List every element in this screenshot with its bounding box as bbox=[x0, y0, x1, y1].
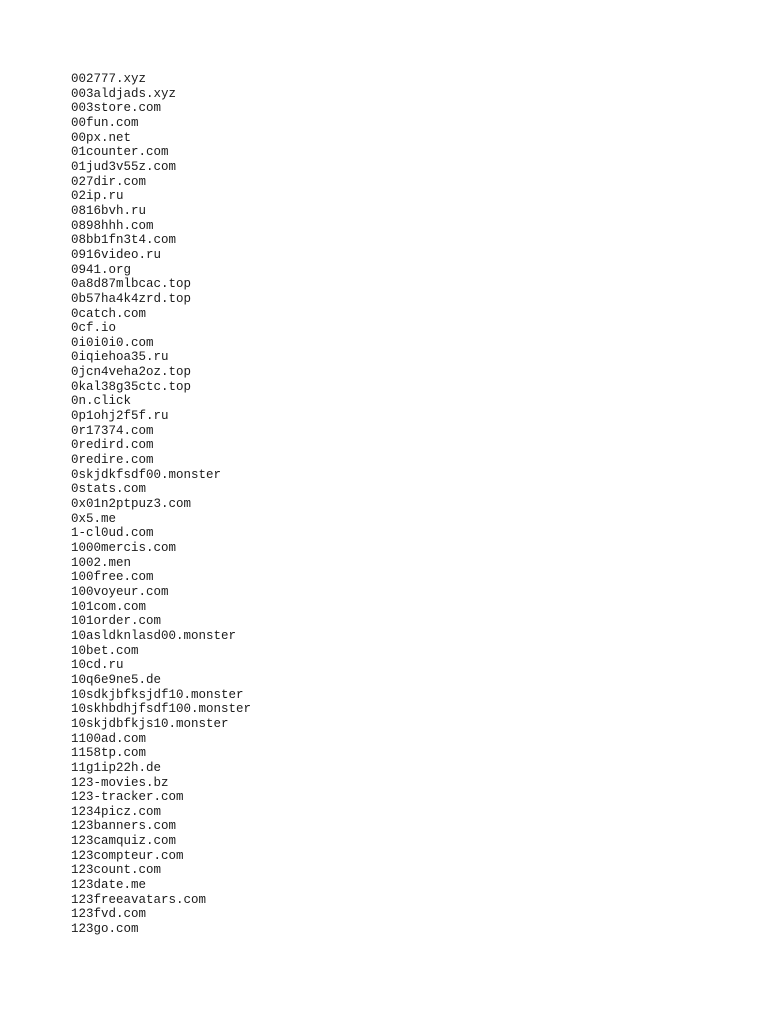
domain-list-item: 08bb1fn3t4.com bbox=[71, 233, 177, 248]
domain-list-item: 0r17374.com bbox=[71, 423, 154, 438]
domain-list-item: 10cd.ru bbox=[71, 658, 124, 673]
domain-list-item: 02ip.ru bbox=[71, 189, 124, 204]
domain-list-item: 0skjdkfsdf00.monster bbox=[71, 467, 222, 482]
domain-list-item: 0catch.com bbox=[71, 306, 147, 321]
domain-list-item: 123fvd.com bbox=[71, 907, 147, 922]
domain-list-item: 100voyeur.com bbox=[71, 584, 169, 599]
domain-list-item: 0x5.me bbox=[71, 511, 117, 526]
domain-list-item: 0b57ha4k4zrd.top bbox=[71, 291, 192, 306]
domain-list-item: 123date.me bbox=[71, 878, 147, 893]
domain-list-item: 0816bvh.ru bbox=[71, 203, 147, 218]
domain-list-item: 0iqiehoa35.ru bbox=[71, 350, 169, 365]
domain-list-item: 10skhbdhjfsdf100.monster bbox=[71, 702, 252, 717]
domain-list-item: 0i0i0i0.com bbox=[71, 335, 154, 350]
domain-list-item: 123banners.com bbox=[71, 819, 177, 834]
domain-list-item: 0cf.io bbox=[71, 321, 117, 336]
domain-list-item: 123freeavatars.com bbox=[71, 892, 207, 907]
domain-list-item: 0redire.com bbox=[71, 453, 154, 468]
domain-list-item: 003aldjads.xyz bbox=[71, 86, 177, 101]
domain-list-item: 10bet.com bbox=[71, 643, 139, 658]
domain-list-item: 00px.net bbox=[71, 130, 132, 145]
domain-list-item: 101com.com bbox=[71, 599, 147, 614]
domain-list-item: 027dir.com bbox=[71, 174, 147, 189]
domain-list-item: 123go.com bbox=[71, 922, 139, 937]
domain-list-item: 01counter.com bbox=[71, 145, 169, 160]
domain-list-item: 10skjdbfkjs10.monster bbox=[71, 716, 229, 731]
domain-list-item: 1100ad.com bbox=[71, 731, 147, 746]
domain-list-item: 10asldknlasd00.monster bbox=[71, 628, 237, 643]
domain-list-item: 0898hhh.com bbox=[71, 218, 154, 233]
domain-list-item: 123-tracker.com bbox=[71, 790, 184, 805]
domain-list-item: 0n.click bbox=[71, 394, 132, 409]
domain-list-item: 123compteur.com bbox=[71, 848, 184, 863]
domain-list-item: 1-cl0ud.com bbox=[71, 526, 154, 541]
domain-list-item: 0941.org bbox=[71, 262, 132, 277]
domain-list-item: 01jud3v55z.com bbox=[71, 159, 177, 174]
domain-list-item: 1234picz.com bbox=[71, 804, 162, 819]
domain-list-item: 002777.xyz bbox=[71, 72, 147, 86]
domain-list-item: 1158tp.com bbox=[71, 746, 147, 761]
domain-list-item: 0stats.com bbox=[71, 482, 147, 497]
domain-list-item: 003store.com bbox=[71, 101, 162, 116]
domain-list-item: 10q6e9ne5.de bbox=[71, 672, 162, 687]
domain-list-item: 1000mercis.com bbox=[71, 541, 177, 555]
domain-list-item: 0a8d87mlbcac.top bbox=[71, 277, 192, 292]
domain-list-item: 123camquiz.com bbox=[71, 834, 177, 849]
domain-list-item: 00fun.com bbox=[71, 115, 139, 130]
domain-list-item: 10sdkjbfksjdf10.monster bbox=[71, 687, 244, 702]
domain-list-item: 0916video.ru bbox=[71, 247, 162, 262]
domain-list-item: 0x01n2ptpuz3.com bbox=[71, 497, 192, 512]
domain-list-item: 11g1ip22h.de bbox=[71, 760, 162, 775]
domain-list bbox=[71, 72, 251, 937]
domain-list-item: 101order.com bbox=[71, 614, 162, 629]
domain-list-item: 123-movies.bz bbox=[71, 775, 169, 790]
domain-list-item: 123count.com bbox=[71, 863, 162, 878]
domain-list-item: 0redird.com bbox=[71, 438, 154, 453]
domain-list-item: 0p1ohj2f5f.ru bbox=[71, 409, 169, 424]
domain-list-item: 0kal38g35ctc.top bbox=[71, 379, 192, 394]
domain-list-item: 0jcn4veha2oz.top bbox=[71, 365, 192, 380]
domain-list-item: 1002.men bbox=[71, 555, 132, 570]
domain-list-item: 100free.com bbox=[71, 570, 154, 585]
